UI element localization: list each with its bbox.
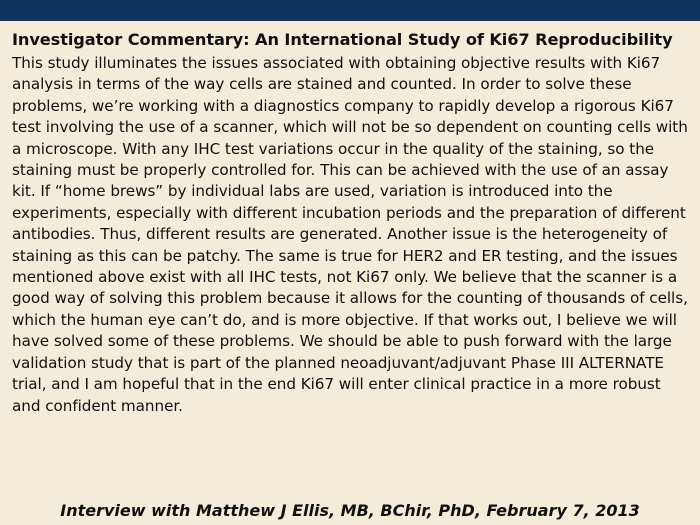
interview-credit: Interview with Matthew J Ellis, MB, BChir, PhD, February 7, 2013 bbox=[60, 501, 640, 520]
commentary-body: This study illuminates the issues associated with obtaining objective results with Ki67 analysis in terms of the way cells are stained and counted. In order to solve these problems, we’re working with a diagnostics company to rapidly develop a rigorous Ki67 test involving the use of a scanner, which will not be so dependent on counting cells with a microscope. With any IHC test variations occur in the quality of the staining, so the staining must be properly controlled for. This can be achieved with the use of an assay kit. If “home brews” by individual labs are used, variation is introduced into the experiments, especially with different incubation periods and the preparation of different antibodies. Thus, different results are generated. Another issue is the heterogeneity of staining as this can be patchy. The same is true for HER2 and ER testing, and the issues mentioned above exist with all IHC tests, not Ki67 only. We believe that the scanner is a good way of solving this problem because it allows for the counting of thousands of cells, which the human eye can’t do, and is more objective. If that works out, I believe we will have solved some of these problems. We should be able to push forward with the large validation study that is part of the planned neoadjuvant/adjuvant Phase III ALTERNATE trial, and I am hopeful that in the end Ki67 will enter clinical practice in a more robust and confident manner. bbox=[12, 54, 688, 415]
page-title: Investigator Commentary: An International Study of Ki67 Reproducibility bbox=[12, 30, 673, 49]
header-bar bbox=[0, 0, 700, 21]
commentary-content bbox=[12, 30, 692, 417]
